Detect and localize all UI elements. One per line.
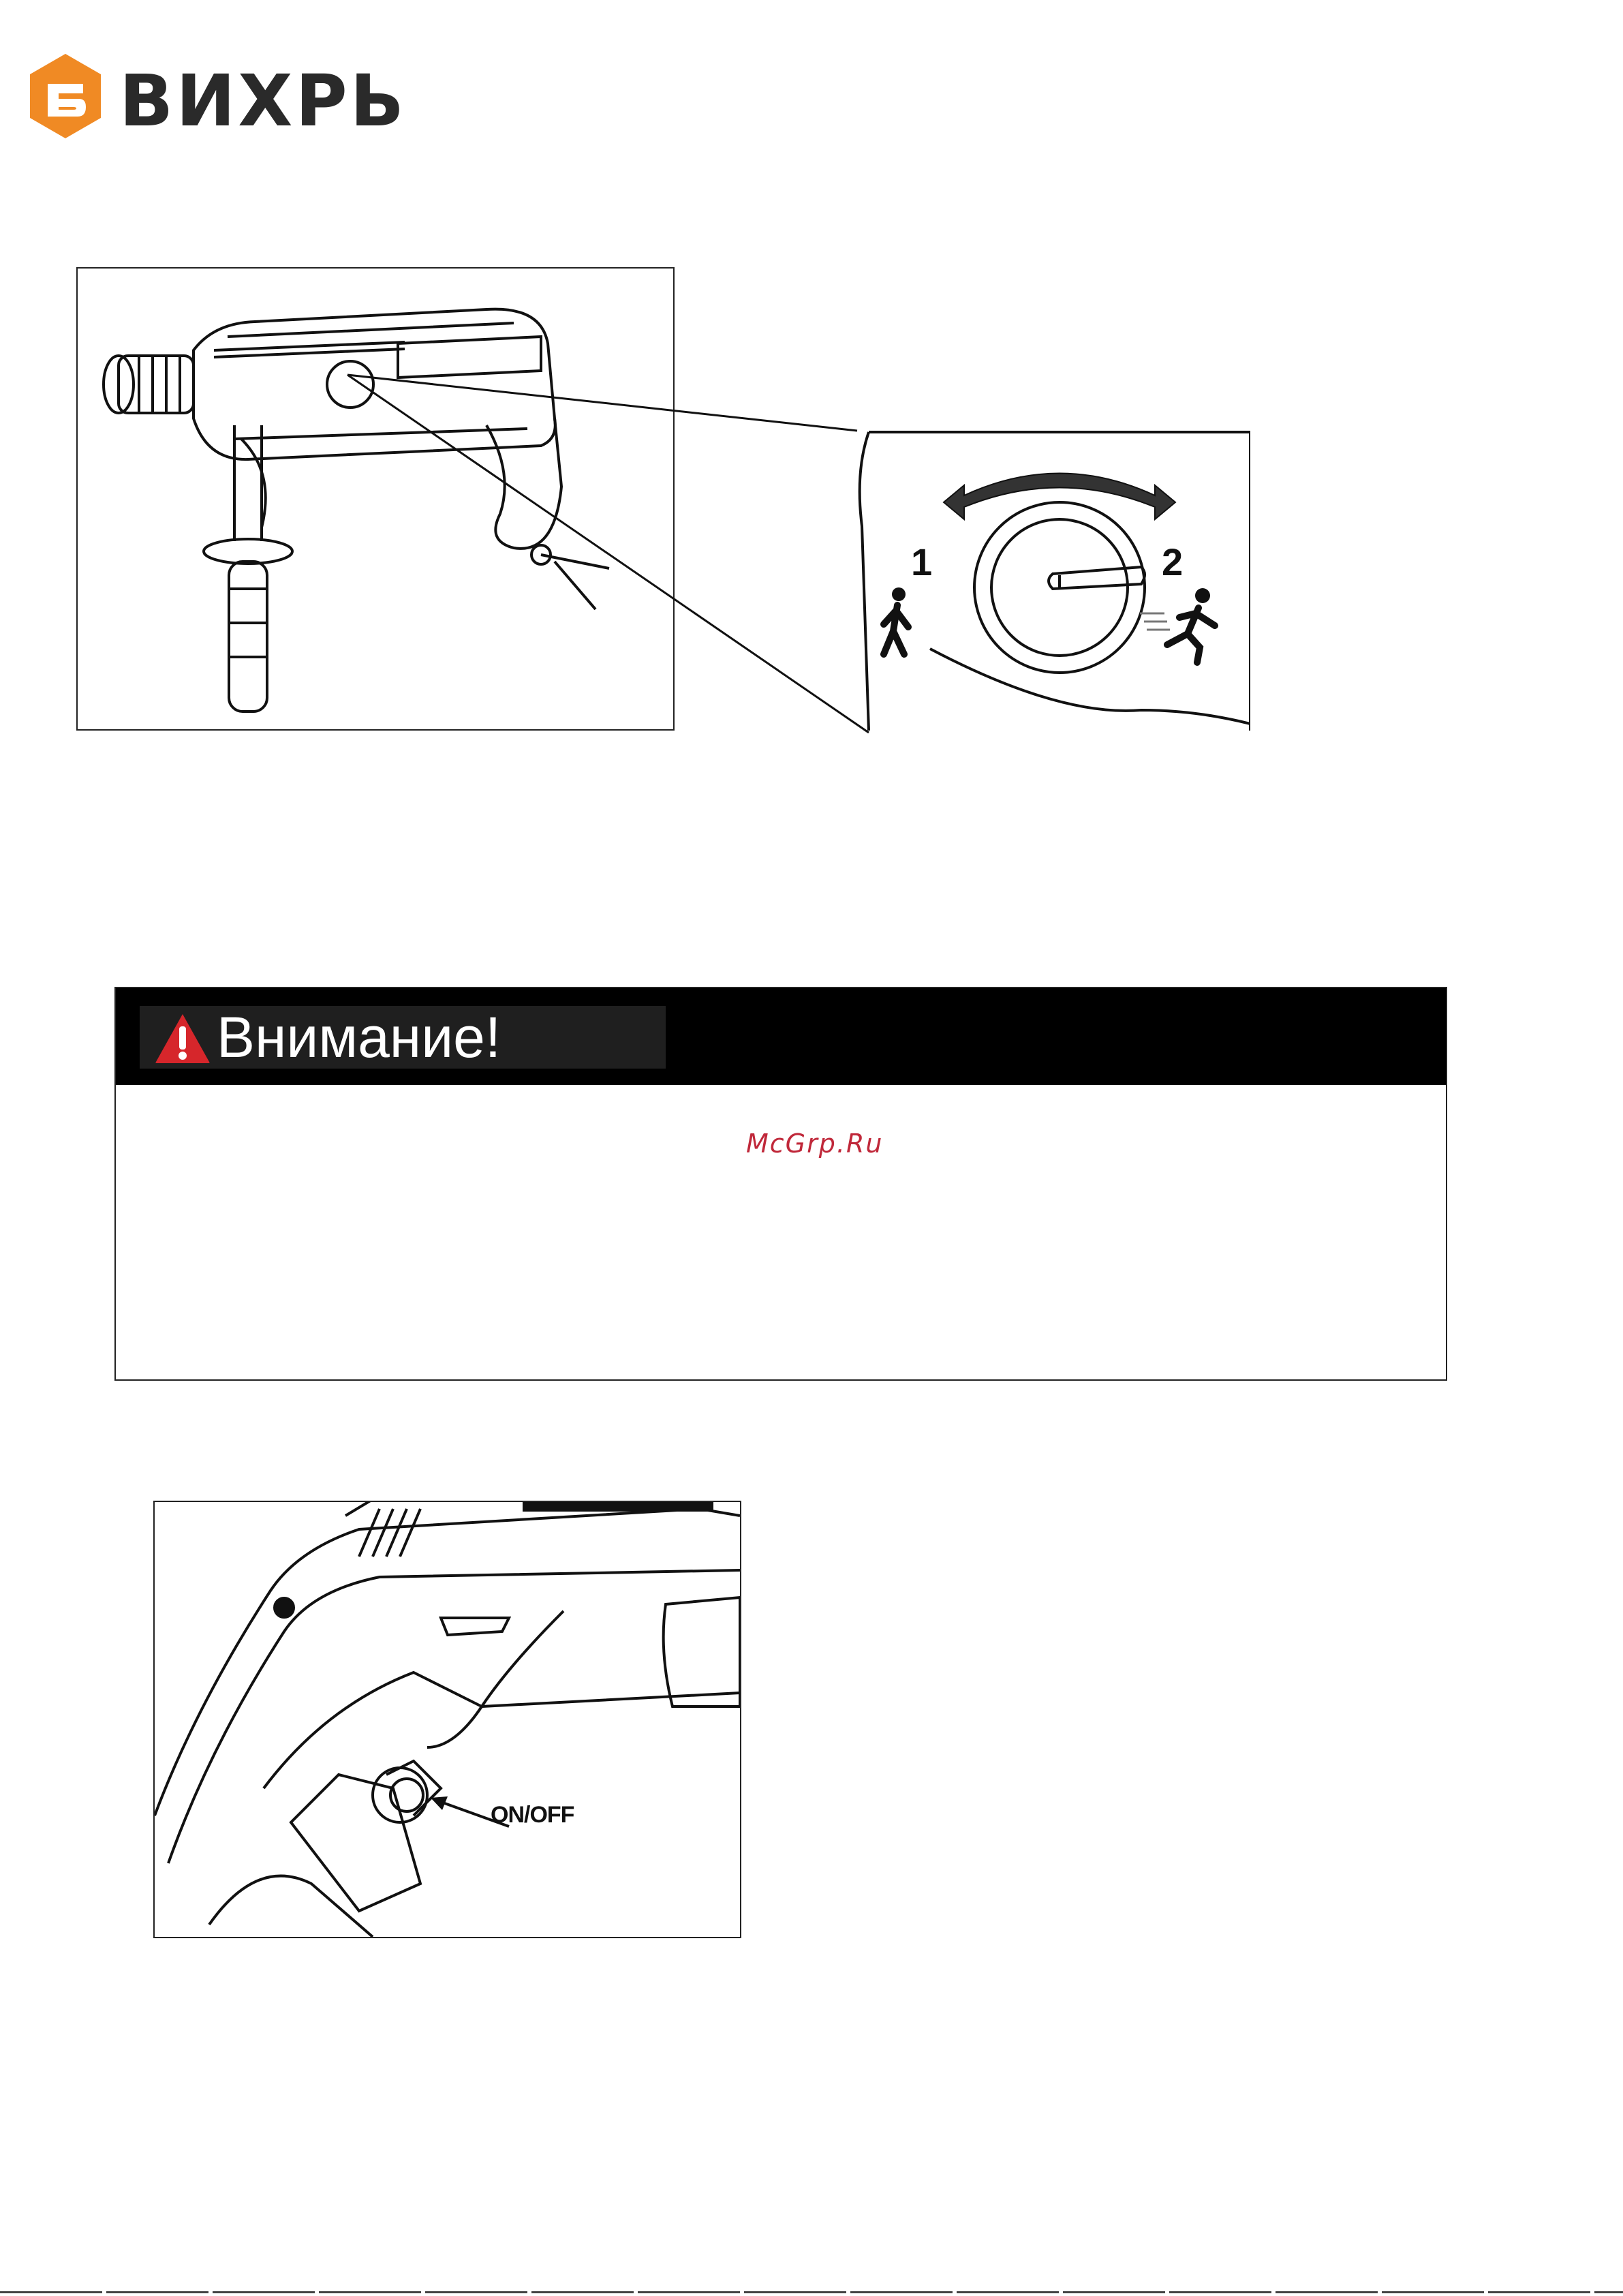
switch-figure [153,1501,741,1938]
watermark-text: McGrp.Ru [746,1129,884,1159]
warning-title: Внимание! [217,1005,501,1069]
running-person-icon [1140,586,1235,668]
footer-rule [0,2291,1623,2293]
speed-low-label: 1 [911,540,933,583]
warning-triangle-icon [153,1011,212,1065]
warning-box [114,987,1447,1381]
warning-header [116,988,1446,1085]
switch-illustration [155,1502,740,1937]
speed-selector-detail [855,431,1250,731]
speed-high-label: 2 [1162,540,1184,583]
brand-hexagon-icon [27,52,104,140]
brand-name: ВИХРЬ [119,59,407,142]
onoff-label: ON/OFF [491,1802,574,1828]
zoom-leader-lines [327,354,872,736]
walking-person-icon [869,586,923,661]
